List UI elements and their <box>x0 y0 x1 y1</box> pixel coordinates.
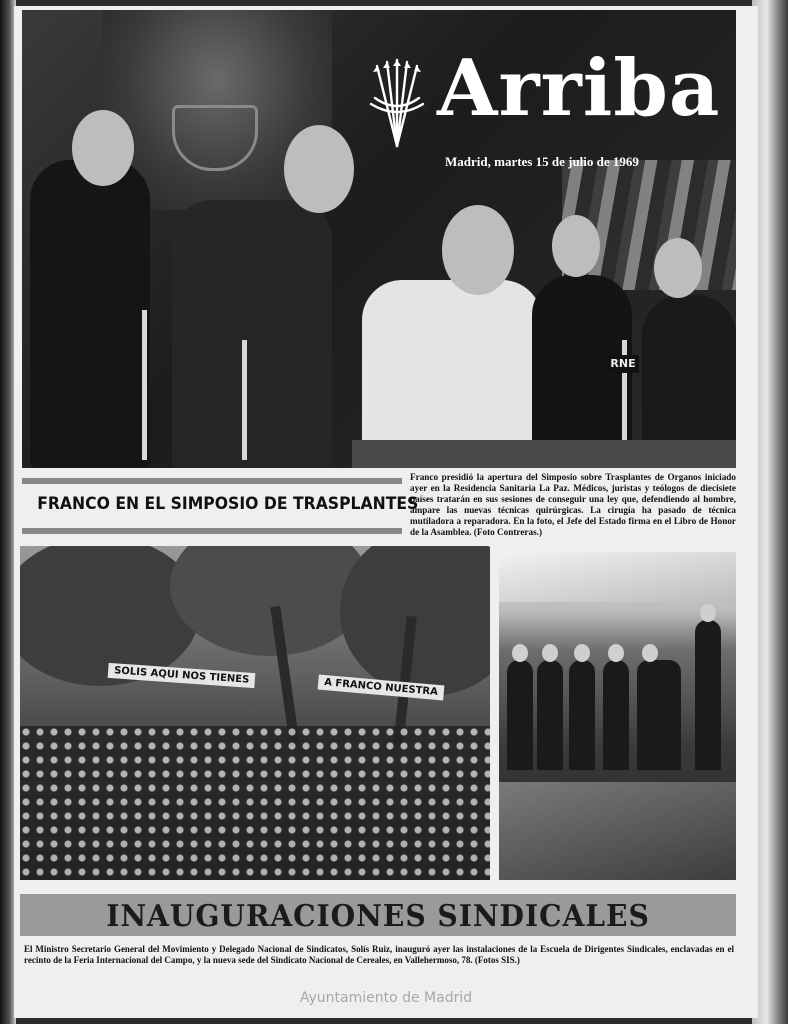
room-ceiling <box>499 552 736 602</box>
person-right-head <box>552 215 600 277</box>
crowd-photo <box>20 546 490 880</box>
edition-date: Madrid, martes 15 de julio de 1969 <box>445 154 639 169</box>
person-center-left-head <box>284 125 354 213</box>
crowd-of-people <box>20 726 490 880</box>
official-figure <box>537 660 563 770</box>
lead-photo <box>22 10 736 468</box>
lead-headline-band <box>22 472 419 534</box>
archive-watermark: Ayuntamiento de Madrid <box>299 990 473 1006</box>
inauguration-room-photo <box>499 552 736 880</box>
headline-rule-bottom <box>22 528 402 534</box>
microphone-stand-center <box>242 340 247 460</box>
second-headline-band <box>20 894 736 936</box>
official-figure <box>637 660 681 770</box>
rne-mic-label: RNE <box>607 355 639 373</box>
person-center-left <box>172 200 332 468</box>
official-figure <box>603 660 629 770</box>
person-left-head <box>72 110 134 186</box>
reception-table <box>499 782 736 880</box>
second-headline: INAUGURACIONES SINDICALES <box>106 899 650 934</box>
headline-rule-top <box>22 478 402 484</box>
second-caption: El Ministro Secretario General del Movimiento y Delegado Nacional de Sindicatos, Solís Ruiz, inauguró ayer las instalaciones de la Escuela de Dirigentes Sindicales, enclavadas en el recinto de la Feria Internacional del Campo, y la nueva sede del Sindicato Nacional de Cereales, en Vallehermoso, 78. (Fotos SIS.) <box>24 944 734 965</box>
person-signing-head <box>442 205 514 295</box>
yoke-and-arrows-icon <box>367 58 427 148</box>
protest-banner-left: SOLIS AQUI NOS TIENES <box>108 663 256 688</box>
signing-table <box>352 440 736 468</box>
masthead <box>367 43 722 178</box>
person-left <box>30 160 150 468</box>
protest-banner-right: A FRANCO NUESTRA <box>318 675 445 701</box>
lead-headline: FRANCO EN EL SIMPOSIO DE TRASPLANTES <box>37 494 419 514</box>
official-figure <box>507 660 533 770</box>
newspaper-title: Arriba <box>437 43 721 134</box>
microphone-stand-left <box>142 310 147 460</box>
official-figure <box>569 660 595 770</box>
lead-caption: Franco presidió la apertura del Simposio sobre Trasplantes de Organos iniciado ayer en la Residencia Sanitaria La Paz. Médicos, juristas y teólogos de diecisiete países tratarán en sus sesiones de conseguir una ley que, defendiendo al hombre, ampare las nuevas técnicas quirúrgicas. La cirugía ha pasado de técnica mutiladora a reparadora. En la foto, el Jefe del Estado firma en el Libro de Honor de la Asamblea. (Foto Contreras.) <box>410 472 736 537</box>
newspaper-page <box>14 6 758 1018</box>
person-far-right-head <box>654 238 702 298</box>
official-figure <box>695 620 721 770</box>
